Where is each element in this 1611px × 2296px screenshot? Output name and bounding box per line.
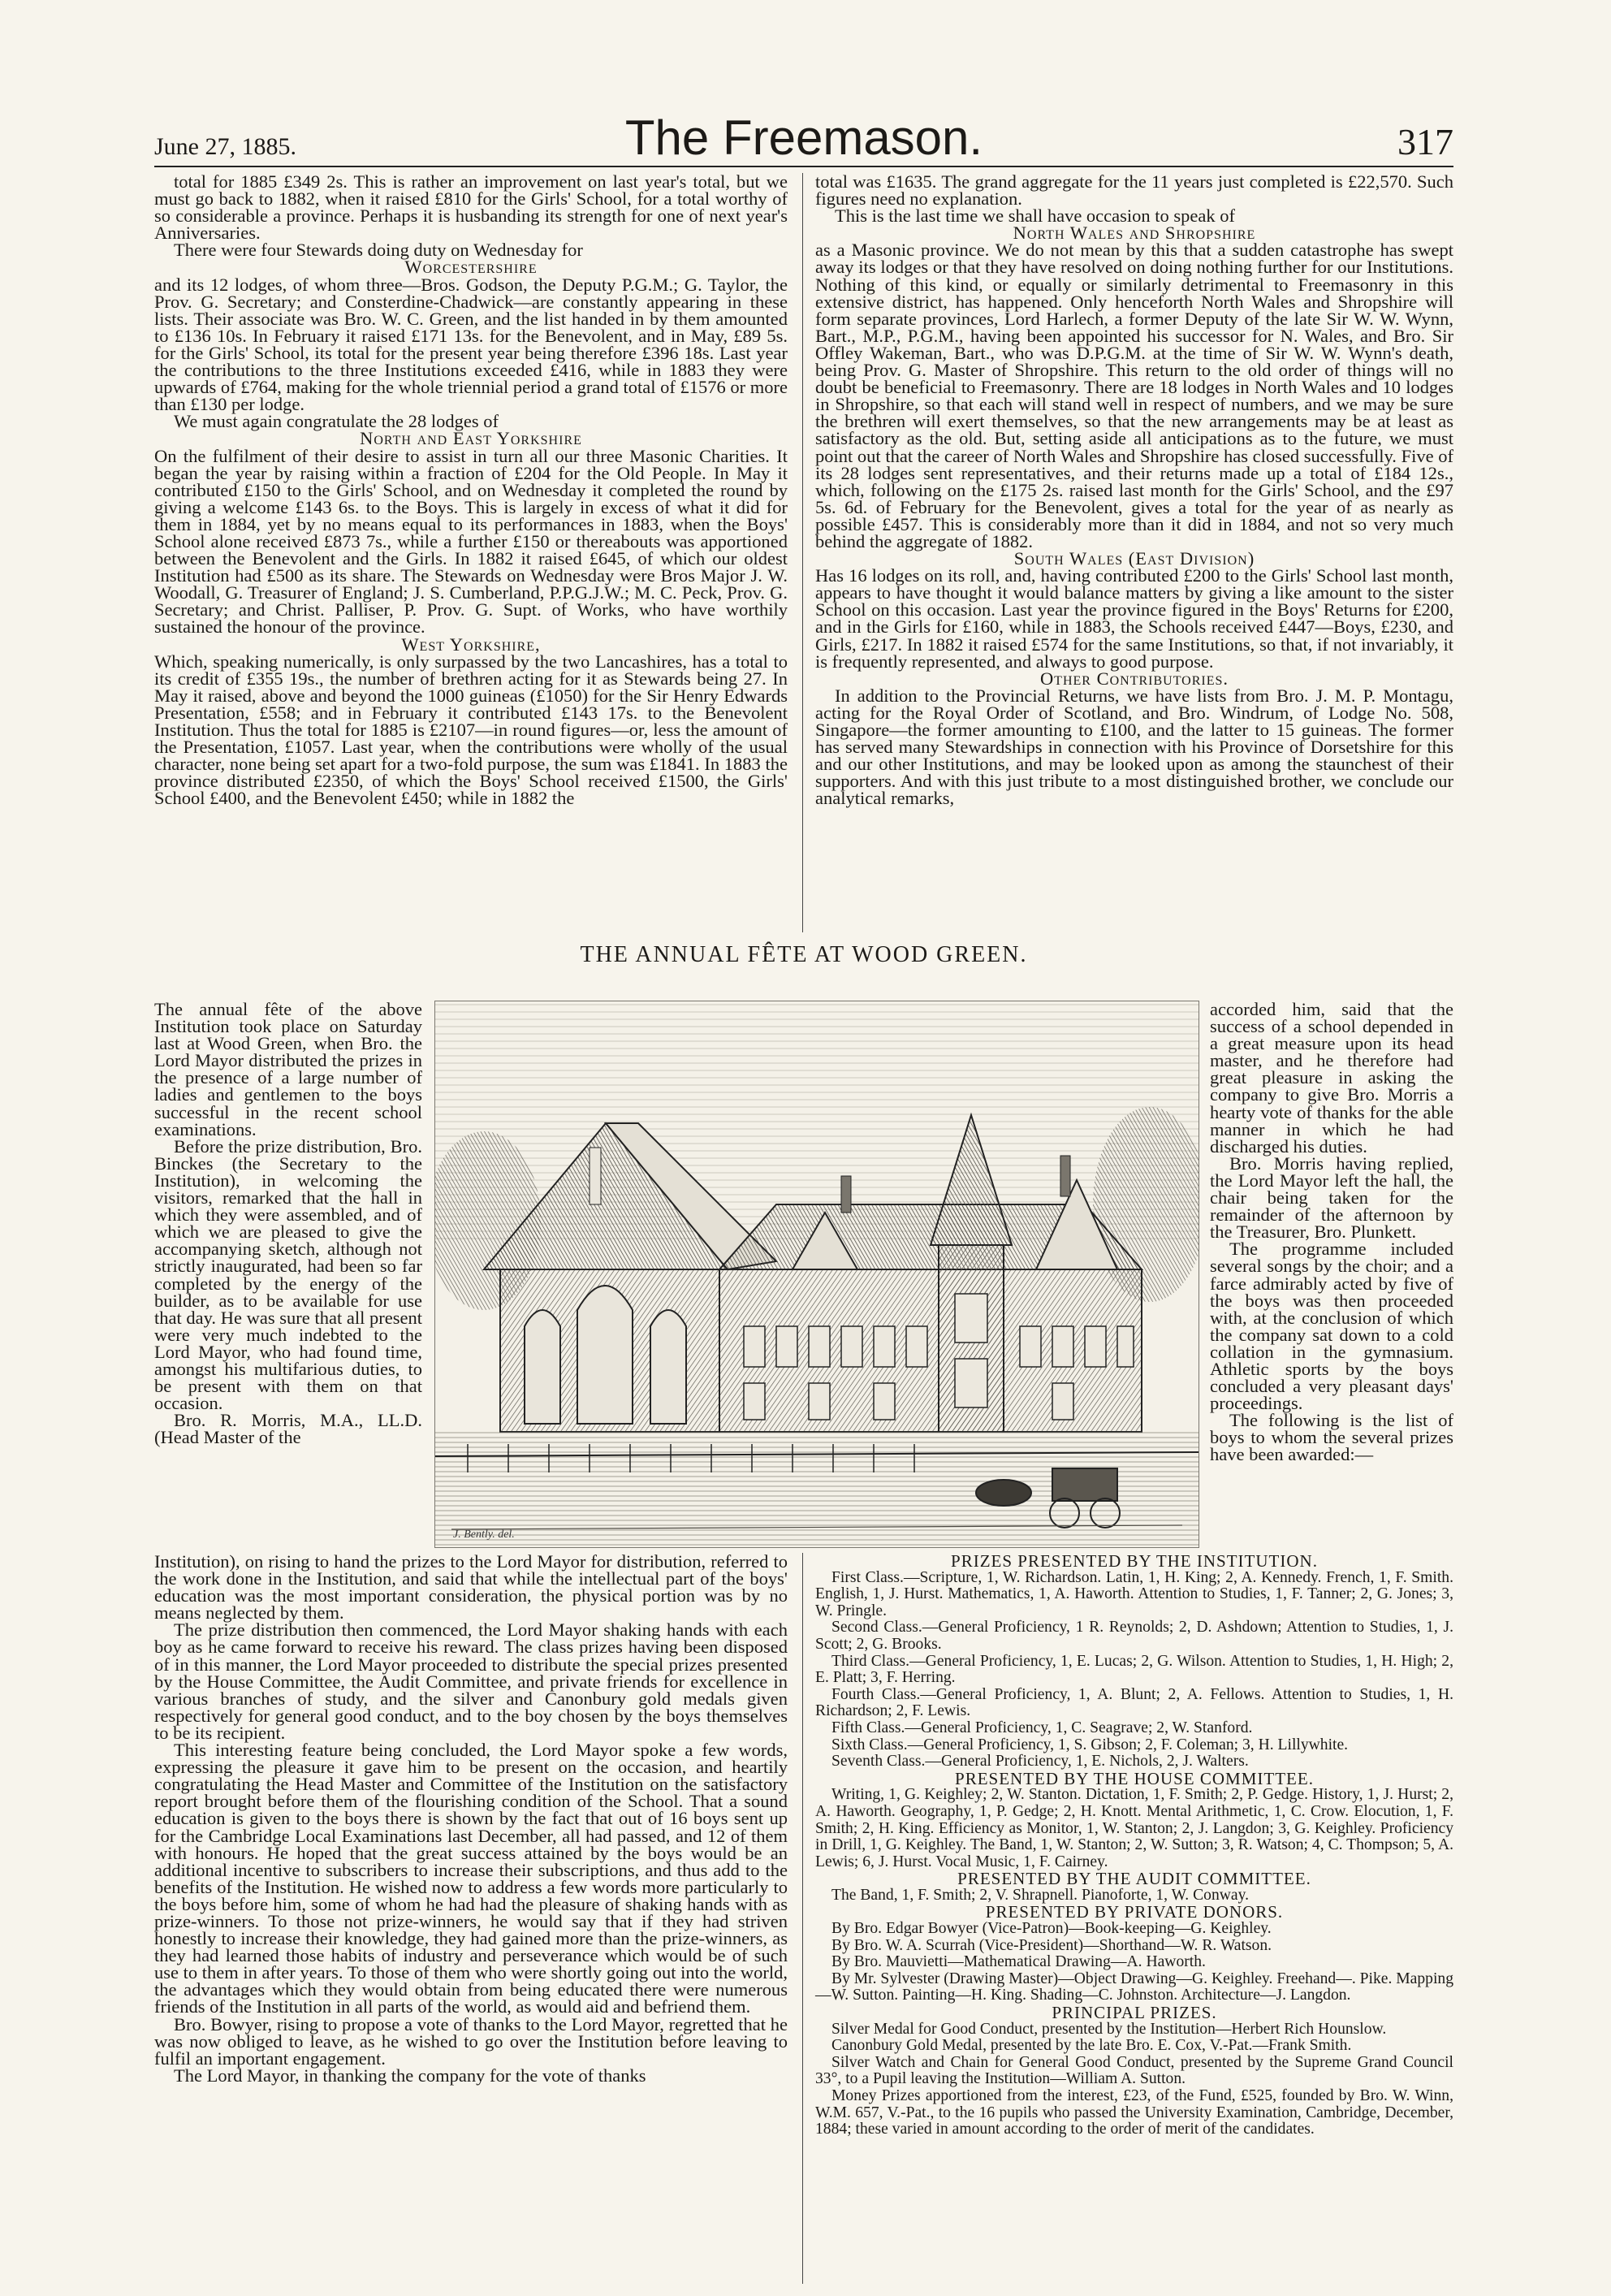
masthead-rule: [154, 166, 1453, 167]
prize-entry: By Mr. Sylvester (Drawing Master)—Object Drawing—G. Keighley. Freehand—. Pike. Mapping—W. Sutton. Painting—H. King. Shading—C. Johnston. Architecture—J. Langdon.: [815, 1970, 1454, 2004]
paragraph: accorded him, said that the success of a school depended in a great measure upon its head master, and he therefore had great pleasure in asking the company to give Bro. Morris a hearty vote of thanks for the able manner in which he had discharged his duties.: [1210, 999, 1453, 1157]
section-heading: North and East Yorkshire: [360, 428, 582, 449]
paragraph: Bro. Morris having replied, the Lord Mayor left the hall, the chair being taken for the remainder of the afternoon by the Treasurer, Bro. Plunkett.: [1210, 1152, 1453, 1243]
prize-entry: Silver Watch and Chain for General Good Conduct, presented by the Supreme Grand Council 33°, to a Pupil leaving the Institution—William A. Sutton.: [815, 2053, 1453, 2088]
prize-entry: First Class.—Scripture, 1, W. Richardson. Latin, 1, H. King; 2, A. Kennedy. French, 1, F. Smith. English, 1, J. Hurst. Mathematics, 1, A. Haworth. Attention to Studies, 1, F. Tanner; 2, G. Jones; 3, W. Pringle.: [815, 1568, 1453, 1619]
prize-entry: The Band, 1, F. Smith; 2, V. Shrapnell. Pianoforte, 1, W. Conway.: [831, 1886, 1250, 1904]
column-left-bottom: [154, 1553, 788, 2284]
column-left-narrow: [154, 1001, 422, 1546]
prize-entry: Fourth Class.—General Proficiency, 1, A. Blunt; 2, A. Fellows. Attention to Studies, 1, H. Richardson; 2, F. Lewis.: [815, 1685, 1453, 1720]
prize-heading: PRESENTED BY THE HOUSE COMMITTEE.: [955, 1768, 1314, 1788]
paragraph: The prize distribution then commenced, the Lord Mayor shaking hands with each boy as he came forward to receive his reward. The class prizes having been disposed of in this manner, the Lord Mayor proceeded to distribute the special prizes presented by the House Committee, the Audit Committee, and private friends for excellence in various branches of study, and the silver and Canonbury gold medals given respectively for general good conduct, and to the boy chosen by the boys themselves to be its recipient.: [154, 1619, 788, 1743]
column-divider-bottom: [802, 1553, 803, 2284]
section-heading: West Yorkshire,: [401, 633, 541, 655]
page-number: 317: [1397, 121, 1453, 162]
prize-entry: Money Prizes apportioned from the interest, £23, of the Fund, £525, founded by Bro. W. Winn, W.M. 657, V.-Pat., to the 16 pupils who passed the University Examination, Cambridge, December, 1884; these varied in amount according to the order of merit of the candidates.: [815, 2087, 1453, 2138]
prize-heading: PRESENTED BY THE AUDIT COMMITTEE.: [957, 1869, 1311, 1889]
article-title: THE ANNUAL FÊTE AT WOOD GREEN.: [580, 942, 1028, 967]
column-right-top: [815, 173, 1453, 932]
masthead: [154, 112, 1453, 164]
prize-heading: PRIZES PRESENTED BY THE INSTITUTION.: [951, 1551, 1318, 1571]
section-heading: South Wales (East Division): [1013, 548, 1255, 569]
prize-entry: Writing, 1, G. Keighley; 2, W. Stanton. Dictation, 1, F. Smith; 2, P. Gedge. History, 1, J. Hurst; 2, A. Haworth. Geography, 1, P. Gedge; 2, H. Knott. Mental Arithmetic, 1, C. Crow. Elocution, 1, F. Smith; 2, H. King. Efficiency as Monitor, 1, W. Stanton; 2, J. Langdon; 3, G. Keighley. Proficiency in Drill, 1, G. Keighley. The Band, 1, W. Stanton; 2, W. Sutton; 3, R. Watson; 4, C. Thompson; 5, A. Lewis; 6, J. Hurst. Vocal Music, 1, F. Cairney.: [815, 1786, 1453, 1870]
paragraph: and its 12 lodges, of whom three—Bros. Godson, the Deputy P.G.M.; G. Taylor, the Prov. G. Secretary; and Consterdine-Chadwick—are constantly appearing in these lists. Their associate was Bro. W. C. Green, and the list handed in by them amounted to £136 10s. In February it raised £171 13s. for the Benevolent, and in May, £89 5s. for the Girls' School, its total for the present year being therefore £396 18s. Last year the contributions to the three Institutions exceeded £416, while in 1883 they were upwards of £764, making for the whole triennial period a grand total of £1576 or more than £130 per lodge.: [154, 274, 788, 415]
paragraph: Before the prize distribution, Bro. Binckes (the Secretary to the Institution), in welcoming the visitors, remarked that the hall in which they were assembled, and of which we are pleased to give the accompanying sketch, although not strictly inaugurated, had been so far completed by the energy of the builder, as to be available for use that day. He was sure that all present were very much indebted to the Lord Mayor, who had found time, amongst his multifarious duties, to be present with them on that occasion.: [154, 1135, 422, 1414]
paragraph: Which, speaking numerically, is only surpassed by the two Lancashires, has a total to its credit of £355 19s., the number of brethren acting for it as Stewards being 27. In May it raised, above and beyond the 1000 guineas (£1050) for the Sir Henry Edwards Presentation, £558; and in February it contributed £143 17s. to the Benevolent Institution. Thus the total for 1885 is £2107—in round figures—or, less the amount of the Presentation, £1057. Last year, when the contributions were wholly of the usual character, none being set apart for a two-fold purpose, the sum was £1841. In 1883 the province distributed £2350, of which the Boys' School received £1500, the Girls' School £400, and the Benevolent £450; while in 1882 the: [154, 651, 788, 809]
prize-entry: Second Class.—General Proficiency, 1 R. Reynolds; 2, D. Ashdown; Attention to Studies, 1, J. Scott; 2, G. Brooks.: [815, 1619, 1453, 1653]
paragraph: The programme included several songs by the choir; and a farce admirably acted by five of the boys was then proceeded with, at the conclusion of which the company sat down to a cold collation in the gymnasium. Athletic sports by the boys concluded a very pleasant days' proceedings.: [1210, 1239, 1453, 1414]
prize-entry: By Bro. Mauvietti—Mathematical Drawing—A. Haworth.: [831, 1953, 1206, 1971]
paragraph: total for 1885 £349 2s. This is rather an improvement on last year's total, but we must go back to 1882, when it raised £810 for the Girls' School, for a total worthy of so considerable a province. Perhaps it is husbanding its strength for one of next year's Anniversaries.: [154, 171, 788, 244]
paragraph: This is the last time we shall have occasion to speak of: [835, 205, 1236, 227]
wood-green-hall-engraving: [434, 1001, 1199, 1548]
prize-entry: Third Class.—General Proficiency, 1, E. Lucas; 2, G. Wilson. Attention to Studies, 1, H. High; 2, E. Platt; 3, F. Herring.: [815, 1652, 1453, 1687]
paragraph: There were four Stewards doing duty on Wednesday for: [174, 240, 583, 261]
paragraph: The Lord Mayor, in thanking the company for the vote of thanks: [174, 2065, 646, 2086]
paragraph: Bro. Bowyer, rising to propose a vote of thanks to the Lord Mayor, regretted that he was now obliged to leave, as he wished to go over the Institution before leaving to fulfil an important engagement.: [154, 2013, 788, 2069]
prize-entry: Sixth Class.—General Proficiency, 1, S. Gibson; 2, F. Coleman; 3, H. Lillywhite.: [831, 1736, 1349, 1753]
paragraph: The following is the list of boys to whom the several prizes have been awarded:—: [1210, 1410, 1453, 1465]
paragraph: On the fulfilment of their desire to assist in turn all our three Masonic Charities. It began the year by raising within a fraction of £204 for the Old People. In May it contributed £150 to the Girls' School, and on Wednesday it completed the round by giving a welcome £143 6s. to the Boys. This is largely in excess of what it did for them in 1884, yet by no means equal to its performances in 1883, when the Boys' School alone received £873 7s., while a further £150 or thereabouts was apportioned between the Benevolent and the Girls. In 1882 it raised £645, of which our oldest Institution had £500 as its share. The Stewards on Wednesday were Bros Major J. W. Woodall, G. Treasurer of England; J. S. Cumberland, P.P.G.J.W.; M. C. Peck, Prov. G. Secretary; and Christ. Palliser, P. Prov. G. Supt. of Works, who have worthily sustained the honour of the province.: [154, 445, 788, 638]
paragraph: Has 16 lodges on its roll, and, having contributed £200 to the Girls' School last month, appears to have thought it would balance matters by giving a like amount to the sister School on this occasion. Last year the province figured in the Boys' Returns for £200, and in the Girls for £160, while in 1883, the Schools received £447—Boys, £230, and Girls, £217. In 1882 it raised £574 for the same Institutions, so that, if not invariably, it is frequently represented, and always to good purpose.: [815, 565, 1453, 672]
prize-entry: Fifth Class.—General Proficiency, 1, C. Seagrave; 2, W. Stanford.: [831, 1719, 1253, 1736]
prize-entry: By Bro. W. A. Scurrah (Vice-President)—Shorthand—W. R. Watson.: [831, 1936, 1272, 1954]
issue-date: June 27, 1885.: [154, 133, 296, 160]
prize-entry: Seventh Class.—General Proficiency, 1, E. Nichols, 2, J. Walters.: [831, 1753, 1249, 1771]
prize-heading: PRESENTED BY PRIVATE DONORS.: [985, 1902, 1284, 1922]
column-divider: [802, 173, 803, 932]
prize-entry: Canonbury Gold Medal, presented by the late Bro. E. Cox, V.-Pat.—Frank Smith.: [831, 2037, 1352, 2055]
prize-entry: By Bro. Edgar Bowyer (Vice-Patron)—Book-keeping—G. Keighley.: [831, 1920, 1272, 1938]
paragraph: In addition to the Provincial Returns, we have lists from Bro. J. M. P. Montagu, acting for the Royal Order of Scotland, and Bro. Windrum, of Lodge No. 508, Singapore—the former amounting to £100, and the latter to 15 guineas. The former has served many Stewardships in connection with his Province of Dorsetshire for this and our other Institutions, and may be looked upon as among the staunchest of their supporters. And with this just tribute to a most distinguished brother, we conclude our analytical remarks,: [815, 685, 1453, 809]
section-heading: Other Contributories.: [1039, 668, 1229, 689]
engraving-image: [435, 1001, 1199, 1547]
paragraph: The annual fête of the above Institution took place on Saturday last at Wood Green, when Bro. the Lord Mayor distributed the prizes in the presence of a large number of ladies and gentlemen to the boys successful in the recent school examinations.: [154, 999, 422, 1139]
paragraph: as a Masonic province. We do not mean by this that a sudden catastrophe has swept away its lodges or that they have resolved on doing nothing further for our Institutions. Nothing of this kind, or equally or similarly detrimental to Freemasonry in this extensive district, has happened. Only henceforth North Wales and Shropshire will form separate provinces, Lord Harlech, a former Deputy of the late Sir W. W. Wynn, Bart., M.P., P.G.M., having been appointed his successor for N. Wales, and Bro. Sir Offley Wakeman, Bart., who was D.P.G.M. at the time of Sir W. W. Wynn's death, being Prov. G. Master of Shropshire. This return to the old order of things will no doubt be beneficial to Freemasonry. There are 18 lodges in North Wales and 10 lodges in Shropshire, so that each will stand well in respect of numbers, and we may be sure the brethren will exert themselves, so that the new arrangements may be at least as satisfactory as the old. But, setting aside all anticipations as to the future, we must point out that the career of North Wales and Shropshire has closed successfully. Five of its 28 lodges sent representatives, and their returns made up a total of £184 12s., which, following on the £175 2s. raised last month for the Girls' School, and the £97 5s. 6d. of February for the Benevolent, gives a total for the year of as nearly as possible £457. This is considerably more than it did in 1884, and not so very much behind the aggregate of 1882.: [815, 240, 1453, 551]
newspaper-title: The Freemason.: [624, 110, 983, 165]
section-heading: Worcestershire: [404, 257, 538, 278]
prize-list: [815, 1553, 1453, 2284]
paragraph: Institution), on rising to hand the prizes to the Lord Mayor for distribution, referred to the work done in the Institution, and said that while the intellectual part of the boys' education was the most important consideration, the physical portion was by no means neglected by them.: [154, 1551, 788, 1624]
prize-heading: PRINCIPAL PRIZES.: [1052, 2003, 1217, 2023]
paragraph: Bro. R. Morris, M.A., LL.D. (Head Master of the: [154, 1410, 422, 1448]
column-left-top: [154, 173, 788, 932]
prize-entry: Silver Medal for Good Conduct, presented by the Institution—Herbert Rich Hounslow.: [831, 2020, 1387, 2038]
column-right-narrow: [1210, 1001, 1453, 1546]
paragraph: total was £1635. The grand aggregate for the 11 years just completed is £22,570. Such figures need no explanation.: [815, 171, 1453, 210]
section-heading: North Wales and Shropshire: [1013, 223, 1256, 244]
paragraph: This interesting feature being concluded, the Lord Mayor spoke a few words, expressing the pleasure it gave him to be present on the occasion, and heartily congratulating the Head Master and Committee of the Institution on the satisfactory report brought before them of the flourishing condition of the School. That a sound education is given to the boys there is shown by the fact that out of 16 boys sent up for the Cambridge Local Examinations last December, all had passed, and 12 of them with honours. He hoped that the great success attained by the boys would be an additional incentive to subscribers to increase their subscriptions, and thus add to the benefits of the Institution. He wished now to address a few words more particularly to the boys before him, some of whom he had had the pleasure of shaking hands with as prize-winners. To those not prize-winners, he would say that if they had striven honestly to increase their knowledge, they had gained more than the prize-winners, as they had learned those habits of industry and perseverance which would be of such use to them in after years. To those of them who were shortly going out into the world, the advantages which they would obtain from being educated there were numerous friends of the Institution in all parts of the world, as would aid and befriend them.: [154, 1740, 788, 2017]
engraver-signature: J. Bently. del.: [453, 1529, 515, 1541]
paragraph: We must again congratulate the 28 lodges of: [174, 411, 499, 432]
